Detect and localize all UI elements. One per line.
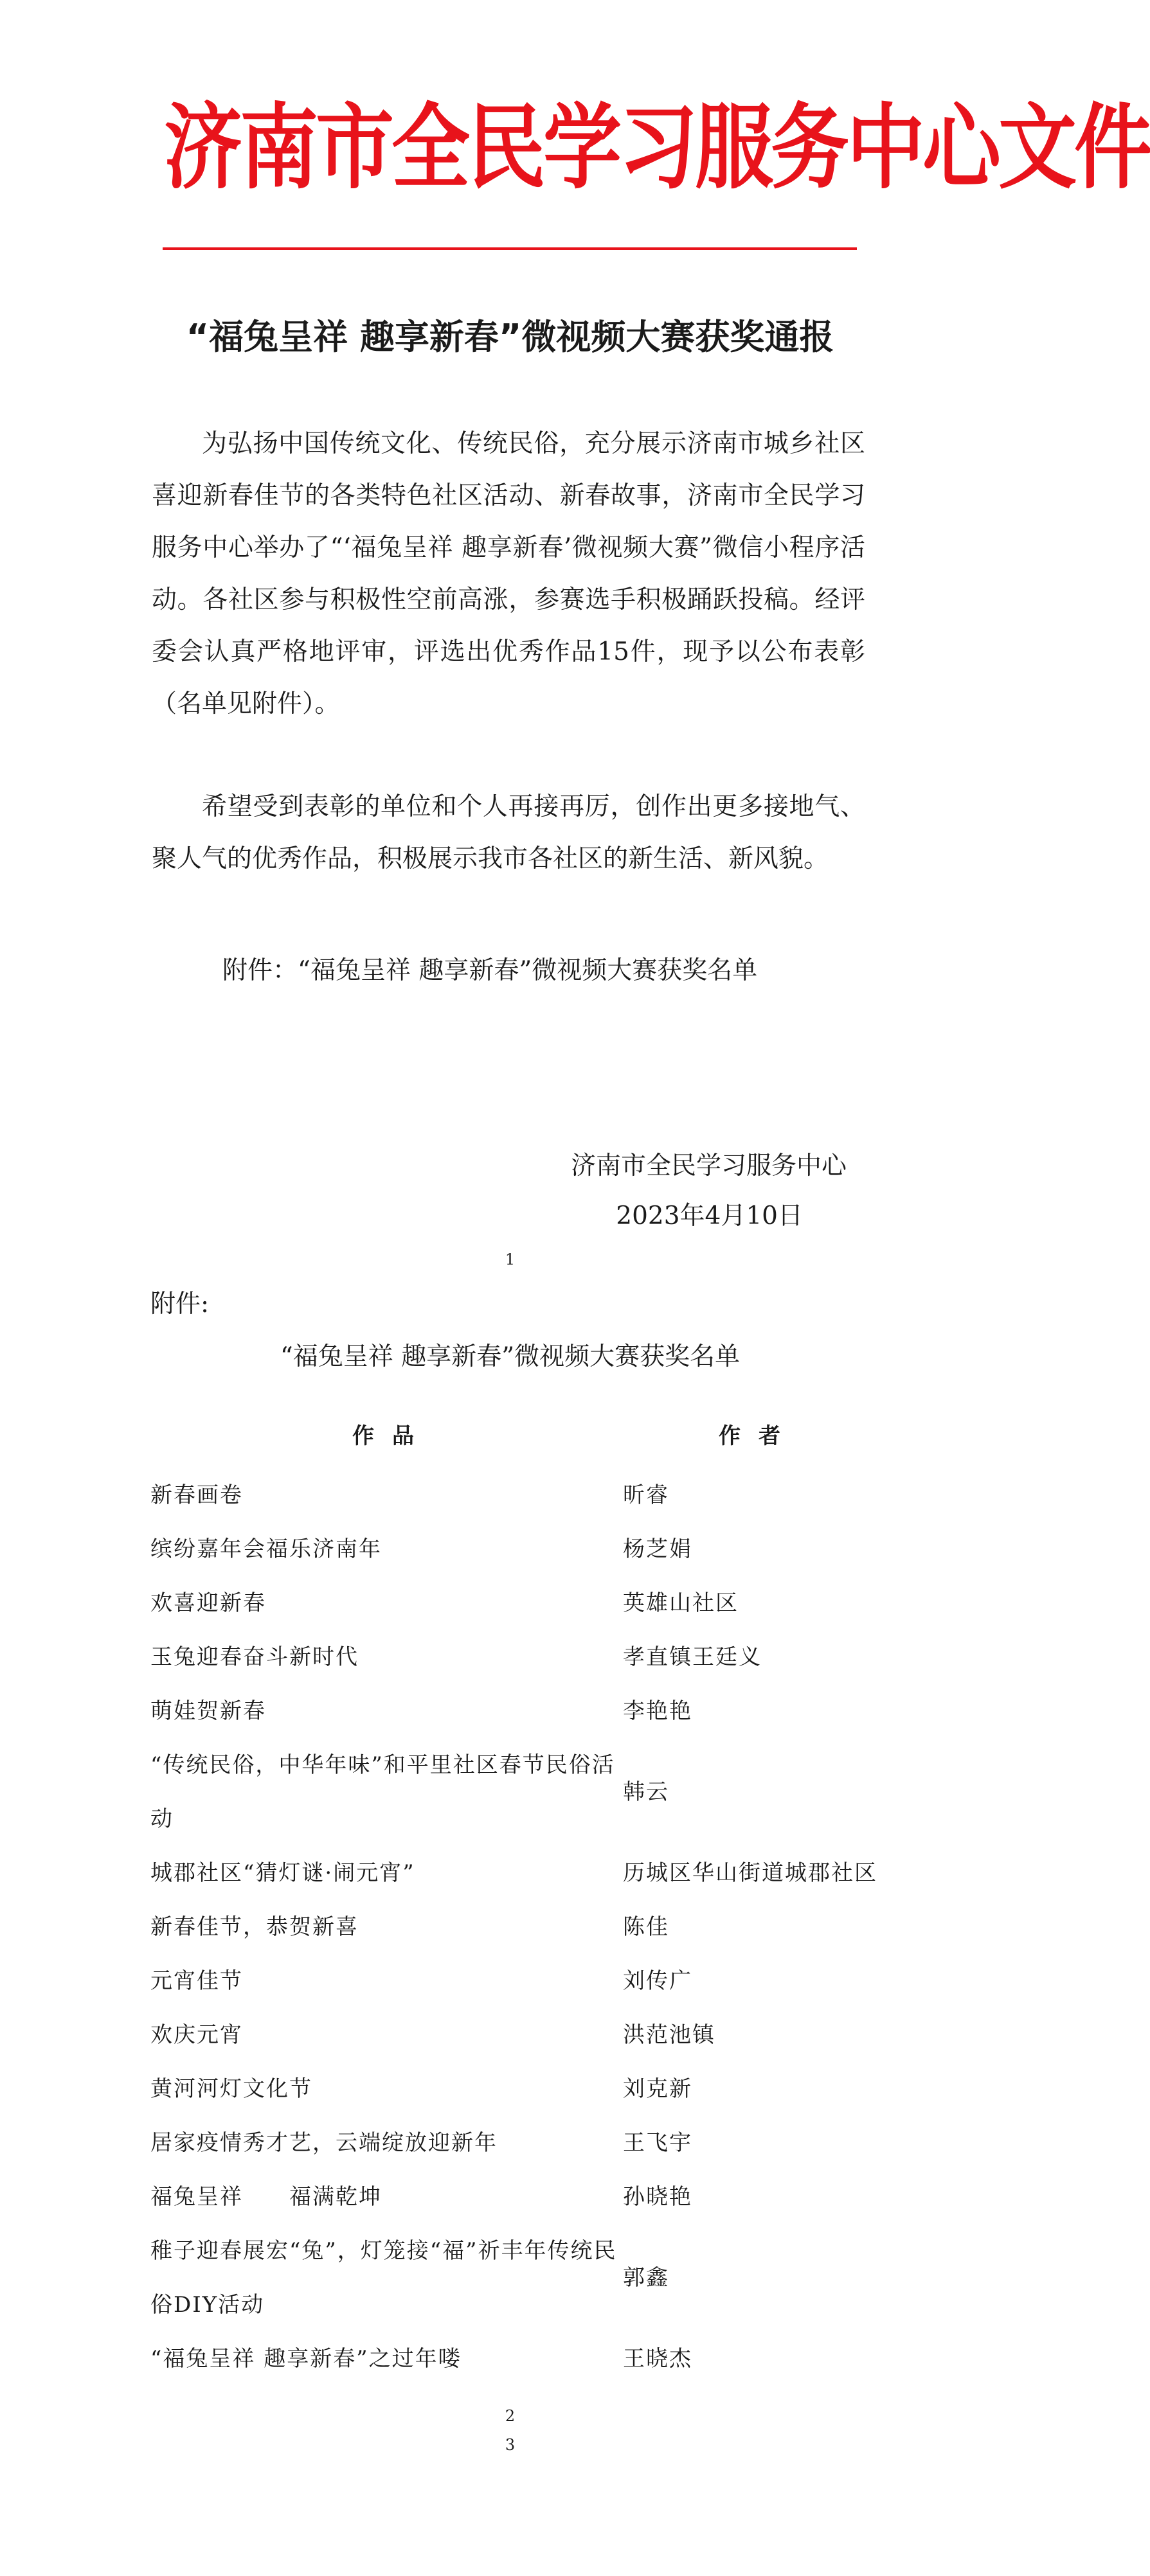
award-work-title: 新春佳节，恭贺新喜 [150, 1914, 359, 1940]
attachment-note: 附件：“福兔呈祥 趣享新春”微视频大赛获奖名单 [222, 956, 758, 985]
award-author: 英雄山社区 [623, 1590, 739, 1616]
table-row [150, 1954, 922, 2008]
table-row [150, 1900, 922, 1954]
award-list-title: “福兔呈祥 趣享新春”微视频大赛获奖名单 [280, 1342, 741, 1371]
award-work-title: “传统民俗，中华年味”和平里社区春节民俗活动 [150, 1752, 615, 1832]
award-author: 陈佳 [623, 1914, 669, 1940]
award-author: 郭鑫 [623, 2265, 669, 2291]
award-author: 刘克新 [623, 2076, 692, 2102]
award-author: 孝直镇王廷义 [623, 1644, 762, 1670]
page-number-3: 3 [505, 2436, 516, 2454]
award-work-title: 玉兔迎春奋斗新时代 [150, 1644, 359, 1670]
award-work-title: “福兔呈祥 趣享新春”之过年喽 [150, 2346, 462, 2372]
table-row [150, 1846, 922, 1900]
notice-paragraph-1: 为弘扬中国传统文化、传统民俗，充分展示济南市城乡社区喜迎新春佳节的各类特色社区活动、新春故事，济南市全民学习服务中心举办了“‘福兔呈祥 趣享新春’微视频大赛”微信小程序活动。各社区参与积极性空前高涨，参赛选手积极踊跃投稿。经评委会认真严格地评审，评选出优秀作品15件，现予以公布表彰（名单见附件）。 [152, 429, 865, 718]
table-row [150, 2170, 922, 2224]
award-author: 刘传广 [623, 1968, 692, 1994]
table-row [150, 2224, 922, 2332]
award-work-title: 黄河河灯文化节 [150, 2076, 312, 2102]
award-work-title: 萌娃贺新春 [150, 1698, 266, 1724]
award-work-title: 稚子迎春展宏“兔”，灯笼接“福”祈丰年传统民俗DIY活动 [150, 2238, 617, 2318]
award-author: 李艳艳 [623, 1698, 692, 1724]
award-author: 杨芝娟 [623, 1536, 692, 1562]
award-author: 历城区华山街道城郡社区 [623, 1860, 877, 1886]
award-author: 韩云 [623, 1779, 669, 1805]
notice-paragraph-2: 希望受到表彰的单位和个人再接再厉，创作出更多接地气、聚人气的优秀作品，积极展示我市各社区的新生活、新风貌。 [152, 792, 865, 873]
award-work-title: 福兔呈祥 福满乾坤 [150, 2184, 382, 2210]
award-author: 洪范池镇 [623, 2022, 715, 2048]
signature-organization: 济南市全民学习服务中心 [570, 1151, 847, 1180]
award-work-title: 欢喜迎新春 [150, 1590, 266, 1616]
notice-title: “福兔呈祥 趣享新春”微视频大赛获奖通报 [186, 317, 834, 357]
table-row [150, 1468, 922, 1522]
table-row [150, 2008, 922, 2062]
award-author: 王晓杰 [623, 2346, 692, 2372]
table-row [150, 1684, 922, 1738]
table-row [150, 1576, 922, 1630]
red-divider-line [163, 247, 857, 250]
award-work-title: 欢庆元宵 [150, 2022, 243, 2048]
table-row [150, 2332, 922, 2386]
table-row [150, 1522, 922, 1576]
award-work-title: 元宵佳节 [150, 1968, 243, 1994]
notice-page [0, 0, 1150, 1259]
award-work-title: 居家疫情秀才艺，云端绽放迎新年 [150, 2130, 498, 2156]
column-header-author: 作者 [719, 1423, 798, 1449]
attachment-label: 附件: [150, 1290, 210, 1319]
award-work-title: 缤纷嘉年会福乐济南年 [150, 1536, 382, 1562]
award-work-title: 城郡社区“猜灯谜·闹元宵” [150, 1860, 415, 1886]
page-number-2: 2 [505, 2407, 516, 2425]
award-work-title: 新春画卷 [150, 1482, 243, 1508]
table-row [150, 1630, 922, 1684]
table-row [150, 2116, 922, 2170]
document-header-title: 济南市全民学习服务中心文件 [164, 94, 1150, 202]
table-row [150, 2062, 922, 2116]
award-author: 孙晓艳 [623, 2184, 692, 2210]
column-header-work: 作品 [352, 1423, 432, 1449]
page-number-1: 1 [505, 1250, 516, 1268]
award-list [150, 1468, 922, 2386]
award-author: 昕睿 [623, 1482, 669, 1508]
signature-date: 2023年4月10日 [616, 1202, 803, 1230]
table-row [150, 1738, 922, 1846]
award-author: 王飞宇 [623, 2130, 692, 2156]
